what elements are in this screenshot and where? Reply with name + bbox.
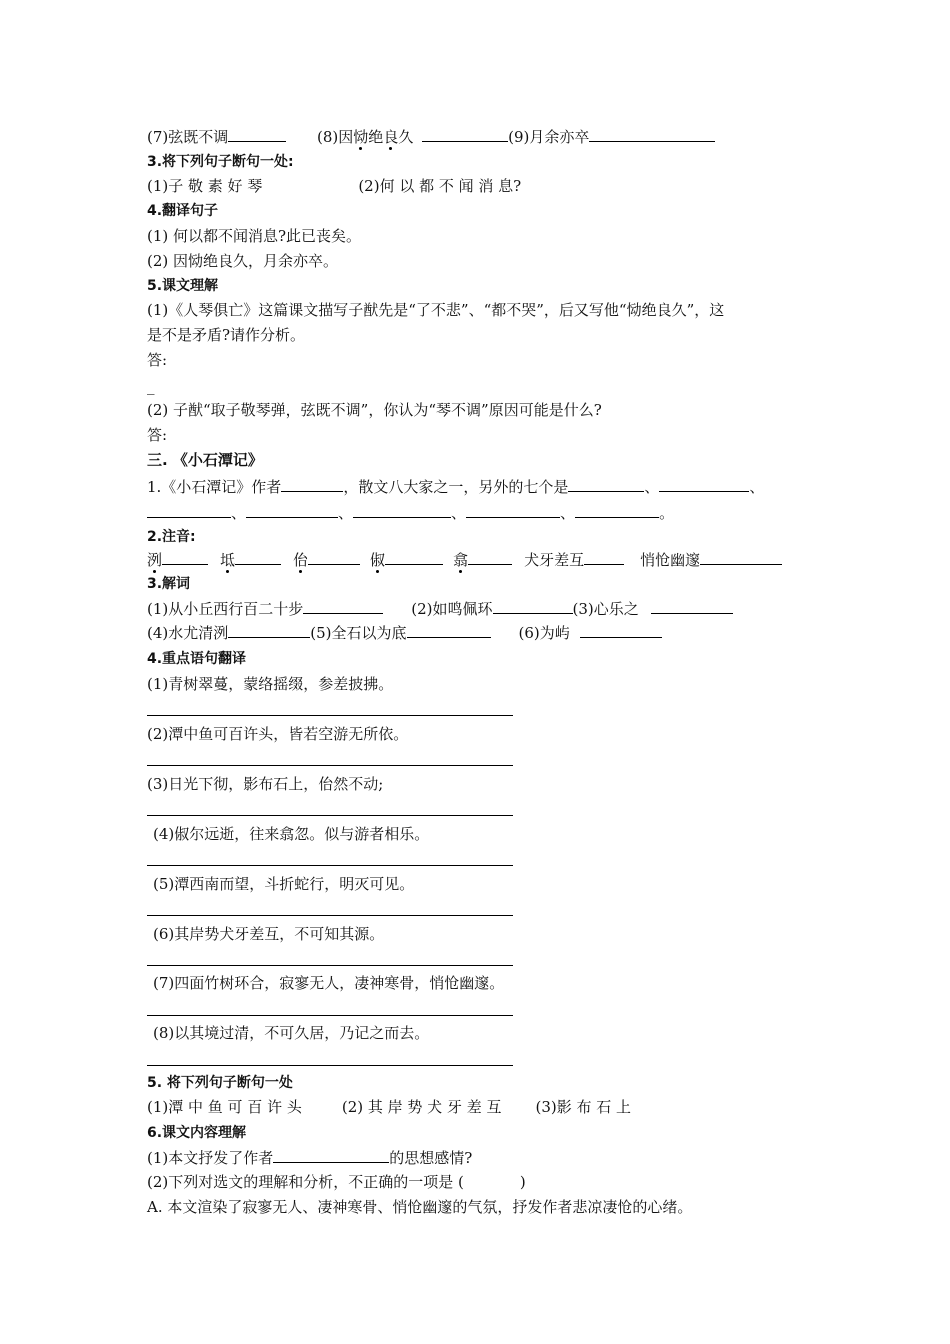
- blank[interactable]: [584, 549, 624, 565]
- char: 佁: [293, 551, 309, 569]
- s3-item-2: (2)何 以 都 不 闻 消 息?: [358, 177, 522, 195]
- s3-items: [147, 176, 521, 196]
- char: 洌: [147, 551, 163, 569]
- p5-items: [147, 1097, 631, 1117]
- p4-item: (3)日光下彻，影布石上，佁然不动;: [147, 775, 384, 793]
- char: 久: [398, 128, 414, 146]
- blank[interactable]: [308, 549, 360, 565]
- blank[interactable]: [659, 476, 749, 492]
- dotted-char: 恸: [353, 128, 369, 146]
- blank[interactable]: [235, 549, 281, 565]
- section-heading: 3.将下列句子断句一处:: [147, 154, 294, 170]
- p6-q2-paren: ): [519, 1173, 526, 1191]
- q7-text: (7)弦既不调: [147, 128, 229, 146]
- dotted-char: 良: [383, 128, 399, 146]
- p3-item: (4)水尤清洌: [147, 624, 229, 642]
- blank[interactable]: [228, 126, 286, 142]
- blank[interactable]: [353, 502, 451, 518]
- blank[interactable]: [580, 622, 662, 638]
- answer-line[interactable]: [147, 865, 513, 866]
- p4-item: (6)其岸势犬牙差互，不可知其源。: [153, 925, 385, 943]
- char: 绝: [368, 128, 384, 146]
- p1-line1: 1.《小石潭记》作者 ，散文八大家之一，另外的七个是 、 、: [147, 478, 765, 496]
- p4-item: (4)俶尔远逝，往来翕忽。似与游者相乐。: [153, 825, 430, 843]
- p4-item: (1)青树翠蔓，蒙络摇缀，参差披拂。: [147, 675, 394, 693]
- p1-line2: 、 、 、 、 。: [147, 502, 674, 523]
- blank[interactable]: [303, 598, 383, 614]
- section-heading: 3.解词: [147, 576, 191, 592]
- section-heading: 4.重点语句翻译: [147, 651, 247, 667]
- section-heading: 5. 将下列句子断句一处: [147, 1075, 293, 1091]
- section-heading: 4.翻译句子: [147, 203, 219, 219]
- p6-option-a: A. 本文渲染了寂寥无人、凄神寒骨、悄怆幽邃的气氛，抒发作者悲凉凄怆的心绪。: [147, 1198, 693, 1216]
- p2-items: [147, 549, 782, 570]
- top-blank-line: [147, 126, 715, 147]
- blank[interactable]: [407, 622, 491, 638]
- q8-text: (8)因: [317, 128, 354, 146]
- char: 坻: [220, 551, 236, 569]
- p5-item: (2) 其 岸 势 犬 牙 差 互: [341, 1098, 502, 1116]
- p6-q2-text: (2)下列对选文的理解和分析，不正确的一项是 (: [147, 1173, 464, 1191]
- section-heading: 5.课文理解: [147, 278, 219, 294]
- s4-item-2: (2) 因恸绝良久，月余亦卒。: [147, 252, 339, 270]
- blank[interactable]: [228, 622, 310, 638]
- char: 俶: [370, 551, 386, 569]
- blank[interactable]: [575, 502, 659, 518]
- answer-line[interactable]: [147, 765, 513, 766]
- answer-line[interactable]: [147, 815, 513, 816]
- p5-item: (1)潭 中 鱼 可 百 许 头: [147, 1098, 302, 1116]
- p6-q2: [147, 1172, 526, 1192]
- blank[interactable]: [468, 549, 512, 565]
- answer-line[interactable]: [147, 1065, 513, 1066]
- p4-item: (2)潭中鱼可百许头，皆若空游无所依。: [147, 725, 409, 743]
- s4-item-1: (1) 何以都不闻消息?此已丧矣。: [147, 227, 362, 245]
- section-heading: 2.注音:: [147, 529, 196, 545]
- answer-line[interactable]: [147, 1015, 513, 1016]
- q9-text: (9)月余亦卒: [508, 128, 590, 146]
- blank[interactable]: [422, 126, 508, 142]
- p3-item: (3)心乐之: [572, 600, 639, 618]
- answer-blank[interactable]: _: [147, 377, 155, 395]
- p4-item: (5)潭西南而望，斗折蛇行，明灭可见。: [153, 875, 415, 893]
- s3-item-1: (1)子 敬 素 好 琴: [147, 177, 263, 195]
- blank[interactable]: [273, 1147, 389, 1163]
- p6-q1: [147, 1147, 472, 1168]
- char: 翕: [453, 551, 469, 569]
- answer-line[interactable]: [147, 915, 513, 916]
- phrase: 悄怆幽邃: [640, 551, 701, 569]
- p3-item: (1)从小丘西行百二十步: [147, 600, 304, 618]
- blank[interactable]: [385, 549, 443, 565]
- p3-item: (2)如鸣佩环: [411, 600, 493, 618]
- p3-row1: [147, 598, 733, 619]
- s5-q2: (2) 子猷“取子敬琴弹，弦既不调”，你认为“琴不调”原因可能是什么?: [147, 401, 602, 419]
- blank[interactable]: [147, 502, 231, 518]
- phrase: 犬牙差互: [524, 551, 585, 569]
- blank[interactable]: [589, 126, 715, 142]
- p4-item: (7)四面竹树环合，寂寥无人，凄神寒骨，悄怆幽邃。: [153, 974, 505, 992]
- blank[interactable]: [493, 598, 573, 614]
- answer-line[interactable]: [147, 965, 513, 966]
- blank[interactable]: [162, 549, 208, 565]
- p5-item: (3)影 布 石 上: [535, 1098, 632, 1116]
- blank[interactable]: [281, 476, 343, 492]
- p4-item: (8)以其境过清，不可久居，乃记之而去。: [153, 1024, 430, 1042]
- blank[interactable]: [568, 476, 644, 492]
- p3-item: (6)为屿: [518, 624, 570, 642]
- p6-q1-text: (1)本文抒发了作者: [147, 1149, 274, 1167]
- p1-text: 1.《小石潭记》作者: [147, 478, 282, 496]
- blank[interactable]: [246, 502, 338, 518]
- blank[interactable]: [466, 502, 560, 518]
- s5-q1-line1: (1)《人琴俱亡》这篇课文描写子猷先是“了不悲”、“都不哭”，后又写他“恸绝良久”，这: [147, 301, 725, 319]
- p3-row2: [147, 622, 662, 643]
- section-title: 三. 《小石潭记》: [147, 451, 263, 469]
- p1-text2: ，散文八大家之一，另外的七个是: [343, 478, 569, 496]
- blank[interactable]: [651, 598, 733, 614]
- answer-label: 答:: [147, 351, 168, 369]
- p3-item: (5)全石以为底: [310, 624, 407, 642]
- section-heading: 6.课文内容理解: [147, 1125, 247, 1141]
- answer-line[interactable]: [147, 715, 513, 716]
- p6-q1-text2: 的思想感情?: [389, 1149, 473, 1167]
- answer-label: 答:: [147, 426, 168, 444]
- s5-q1-line2: 是不是矛盾?请作分析。: [147, 326, 306, 344]
- blank[interactable]: [700, 549, 782, 565]
